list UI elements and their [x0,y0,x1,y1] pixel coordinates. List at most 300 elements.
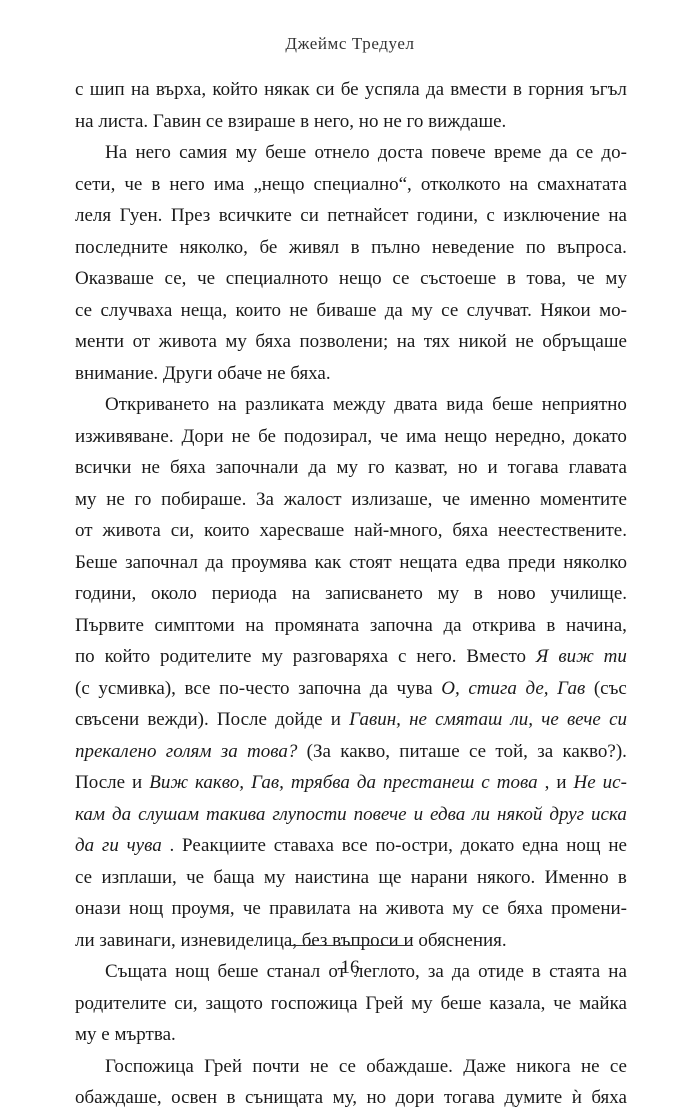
text-line [75,704,627,736]
word: между [332,394,386,415]
word: какво, [340,740,390,762]
word: и [132,772,143,793]
text-line [75,1082,627,1114]
italic-word: слушам [138,803,199,825]
word: чува [396,677,433,699]
word: За [256,488,274,510]
word: питаше [399,740,460,762]
word: в [617,866,627,888]
word: на [217,394,237,415]
word: бяха [507,898,543,919]
italic-word: Гав, [251,772,284,793]
word: леля [75,205,112,226]
word: с [398,646,407,667]
word: мо- [599,299,627,321]
text-line [75,1051,627,1083]
word: бяха [591,1087,627,1108]
word: обаждаше. [366,1055,453,1077]
word: как [314,551,342,573]
word: живота [385,898,445,919]
text-line [75,610,627,642]
word: по-остри, [375,835,453,856]
italic-word: си [609,709,627,730]
word: свъсени [75,709,140,730]
word: Госпожица [105,1055,194,1077]
word: . [169,835,175,856]
italic-word: това? [247,740,298,762]
word: начина, [565,614,627,636]
italic-word: смяташ [435,709,503,730]
word: майка [579,992,627,1014]
text-line [75,326,627,358]
word: започнали [215,457,299,478]
word: няколко, [179,236,248,258]
text-line [75,200,627,232]
word: сети, [75,173,116,195]
italic-word: О, [441,677,460,699]
word: го [367,457,385,478]
word: последните [75,236,168,258]
italic-word: престанеш [383,772,475,793]
text-line [75,736,627,768]
italic-word: да [112,803,132,825]
word: проумява [231,551,307,573]
word: живял [288,236,340,258]
word: бе [259,236,278,258]
text-line [75,830,627,862]
word: време [493,142,542,163]
word: тогава [507,457,559,478]
italic-word: какво, [195,772,245,793]
word: него [135,142,171,163]
word: станал [266,961,321,982]
italic-word: не [409,709,427,730]
word: му [452,898,474,919]
word: специално“, [313,173,412,195]
word: успяла [364,79,420,100]
italic-word: едва [430,803,466,825]
word: да [549,142,568,163]
word: на [608,205,627,226]
word: да [205,551,224,573]
word: изживяване. [75,425,174,447]
word: двата [394,394,438,415]
word: (със [593,677,627,699]
word: че [553,992,572,1014]
italic-word: Я [535,646,549,667]
text-line [75,358,627,390]
word: се [576,142,594,163]
word: в [151,173,161,195]
word: не [608,835,627,856]
word: случваха [100,299,173,321]
word: има [405,425,437,447]
italic-word: с [481,772,490,793]
italic-word: и [413,803,424,825]
word: му [263,866,286,888]
word: ставаха [273,835,334,856]
word: вмести [450,79,507,100]
word: ѝ [571,1087,582,1108]
word: се [338,1055,356,1077]
italic-word: виж [558,646,594,667]
word: с [75,79,84,100]
word: състоеше [420,268,497,289]
italic-word: стига [468,677,517,699]
word: главата [568,457,627,478]
text-line [75,106,627,138]
word: му [411,992,433,1014]
text-line [75,263,627,295]
word: се [441,299,459,321]
word: госпожица [270,992,358,1014]
word: баща [213,866,255,888]
italic-word: някой [496,803,543,825]
word: в [532,961,541,982]
word: периода [211,583,277,604]
word: не [309,1055,329,1077]
word: казала, [489,992,546,1014]
word: петнайсет [327,205,409,226]
text-line [75,799,627,831]
text-line [75,295,627,327]
word: си [315,79,335,100]
word: бяха [255,331,291,352]
word: се, [164,268,187,289]
word: все [184,677,211,699]
word: ще [378,866,402,888]
word: му, [332,1087,357,1108]
word: му [235,142,257,163]
word: по-често [219,677,290,699]
word: онази [75,898,121,919]
word: разликата [245,394,325,415]
word: тях [423,331,451,352]
word: неведение [431,236,515,258]
word: ъгъл [589,79,627,100]
italic-word: да [75,835,95,856]
italic-word: ги [101,835,119,856]
word: за [427,961,444,982]
word: казват, [394,457,448,478]
footer-rule [287,945,413,946]
word: тогава [443,1087,495,1108]
word: наистина [294,866,370,888]
word: ново [497,583,536,604]
word: именно [469,488,531,510]
word: промяната [274,614,360,636]
word: бяха [169,457,206,478]
word: на [291,583,311,604]
word: записването [325,583,423,604]
italic-word: такива [205,803,266,825]
word: специалното [225,268,329,289]
word: върха, [155,79,207,100]
word: бе [340,79,359,100]
word: освен [171,1087,218,1108]
word: (с [75,677,90,699]
word: излизаше, [351,488,433,510]
word: не [106,488,125,510]
word: докато [573,425,627,447]
word: Същата [105,961,168,982]
word: дойде [275,709,323,730]
word: се [468,740,487,762]
word: на [245,614,264,636]
word: не [289,299,308,321]
word: позволени; [299,331,389,352]
word: живота [158,331,217,352]
word: жалост [283,488,342,510]
word: Реакциите [182,835,266,856]
italic-word: ти [603,646,627,667]
italic-word: иска [591,803,627,825]
word: „нещо [253,173,305,195]
word: изключение [503,205,600,226]
word: доста [377,142,423,163]
word: нощ [566,835,601,856]
word: на [608,961,627,982]
word: в [350,236,360,258]
word: започна [298,677,362,699]
word: Даже [463,1055,506,1077]
word: неприятно [541,394,627,415]
word: беше [492,394,534,415]
word: му [411,299,433,321]
word: родителите [75,992,167,1014]
word: че [186,866,205,888]
italic-word: за [220,740,238,762]
word: самия [179,142,228,163]
word: сънищата [244,1087,324,1108]
word: които [235,299,281,321]
italic-word: ис- [602,772,627,793]
word: че [442,488,461,510]
word: че [242,898,261,919]
word: си [300,205,319,226]
word: му [605,268,627,289]
word: повече [431,142,486,163]
word: които [204,520,250,541]
word: всички [75,457,132,478]
word: стоят [348,551,392,573]
word: му [75,488,97,510]
word: на [358,898,378,919]
word: който [212,79,258,100]
word: почти [252,1055,300,1077]
word: да [384,299,403,321]
word: беше [217,961,259,982]
word: че [576,268,595,289]
word: промени- [551,898,627,919]
italic-word: Гавин, [349,709,401,730]
word: нещо [444,425,488,447]
word: с [486,205,495,226]
word: моментите [539,488,627,510]
word: обаждаше, [75,1087,162,1108]
word: какво?). [562,740,627,762]
word: в [506,268,516,289]
italic-word: де, [525,677,549,699]
text-line [75,484,627,516]
word: нощ [128,898,164,919]
word: в [546,614,556,636]
word: училище. [550,583,627,604]
italic-word: Не [573,772,596,793]
word: си, [174,992,198,1014]
word: години, [416,205,478,226]
word: отнело [314,142,370,163]
word: започна [369,614,433,636]
word: да [369,677,388,699]
word: Именно [544,866,609,888]
word: за [537,740,554,762]
text-line [75,389,627,421]
word: на [509,173,529,195]
word: нещо [338,268,382,289]
italic-word: Гав [557,677,586,699]
word: се [392,268,410,289]
italic-word: че [541,709,559,730]
word: Някои [540,299,591,321]
word: подозирал, [283,425,373,447]
italic-word: ли, [510,709,534,730]
word: неща, [180,299,228,321]
word: менти [75,331,125,352]
word: все [341,835,368,856]
word: Дори [181,425,224,447]
word: неестествените. [497,520,627,541]
word: Първите [75,614,144,636]
word: се [609,1055,627,1077]
word: по [75,646,95,667]
word: отколкото [420,173,501,195]
word: се [481,898,500,919]
text-line [75,988,627,1020]
word: има [213,173,245,195]
word: някого. [476,866,536,888]
word: му [225,331,247,352]
italic-word: това [496,772,538,793]
text-line [75,232,627,264]
text-line [75,547,627,579]
word: (За [306,740,331,762]
italic-word: глупости [272,803,347,825]
word: не [231,425,251,447]
italic-word: прекалено [75,740,157,762]
text-line [75,137,627,169]
word: проумя, [171,898,235,919]
word: въпроса. [557,236,627,258]
italic-word: Виж [149,772,188,793]
word: Грей [365,992,404,1014]
word: родителите [159,646,252,667]
word: по [525,236,546,258]
text-line [75,421,627,453]
word: да [425,79,445,100]
word: не [580,1055,600,1077]
word: горния [528,79,584,100]
word: После [216,709,267,730]
word: Откриването [105,394,210,415]
text-line [75,578,627,610]
word: от [132,331,151,352]
italic-word: да [356,772,377,793]
text-line [75,767,627,799]
word: няколко [563,551,627,573]
word: някак [264,79,310,100]
word: нарани [410,866,468,888]
word: който [104,646,151,667]
text-run: внимание. Други обаче не бяха. [75,362,331,384]
word: че [124,173,143,195]
word: дори [395,1087,435,1108]
word: от [75,520,93,541]
text-line [75,1019,627,1051]
word: най-много, [354,520,443,541]
word: изплаши, [101,866,177,888]
word: на [396,331,416,352]
word: си, [170,520,195,541]
italic-word: повече [353,803,407,825]
word: и [487,457,498,478]
word: че [197,268,216,289]
word: от [328,961,346,982]
word: Беше [75,551,118,573]
text-run: ли завинаги, изневиделица, без въпроси и обяснения. [75,929,507,951]
text-line [75,893,627,925]
italic-word: трябва [290,772,350,793]
italic-word: кам [75,803,106,825]
word: не [141,457,160,478]
word: беше [265,142,307,163]
word: но [457,457,478,478]
word: усмивка), [98,677,176,699]
word: да [443,614,462,636]
word: нередно, [494,425,566,447]
word: бяха [452,520,489,541]
word: в [473,583,483,604]
word: и [330,709,341,730]
word: години, [75,583,137,604]
word: харесваше [259,520,345,541]
text-line [75,641,627,673]
text-line [75,862,627,894]
word: правилата [269,898,351,919]
word: го [134,488,152,510]
italic-word: друг [549,803,585,825]
word: му [261,646,283,667]
word: Оказваше [75,268,154,289]
word: думите [504,1087,563,1108]
italic-word: вече [566,709,601,730]
word: започнал [125,551,198,573]
word: това, [526,268,567,289]
italic-word: чува [126,835,162,856]
word: стаята [549,961,601,982]
word: се [75,299,93,321]
word: живота [102,520,161,541]
word: една [522,835,559,856]
word: и [556,772,567,793]
word: нещата [399,551,458,573]
text-line [75,169,627,201]
word: вежди). [147,709,209,730]
text-run: му е мъртва. [75,1024,176,1045]
word: На [105,142,128,163]
word: нощ [175,961,210,982]
word: биваше [316,299,377,321]
